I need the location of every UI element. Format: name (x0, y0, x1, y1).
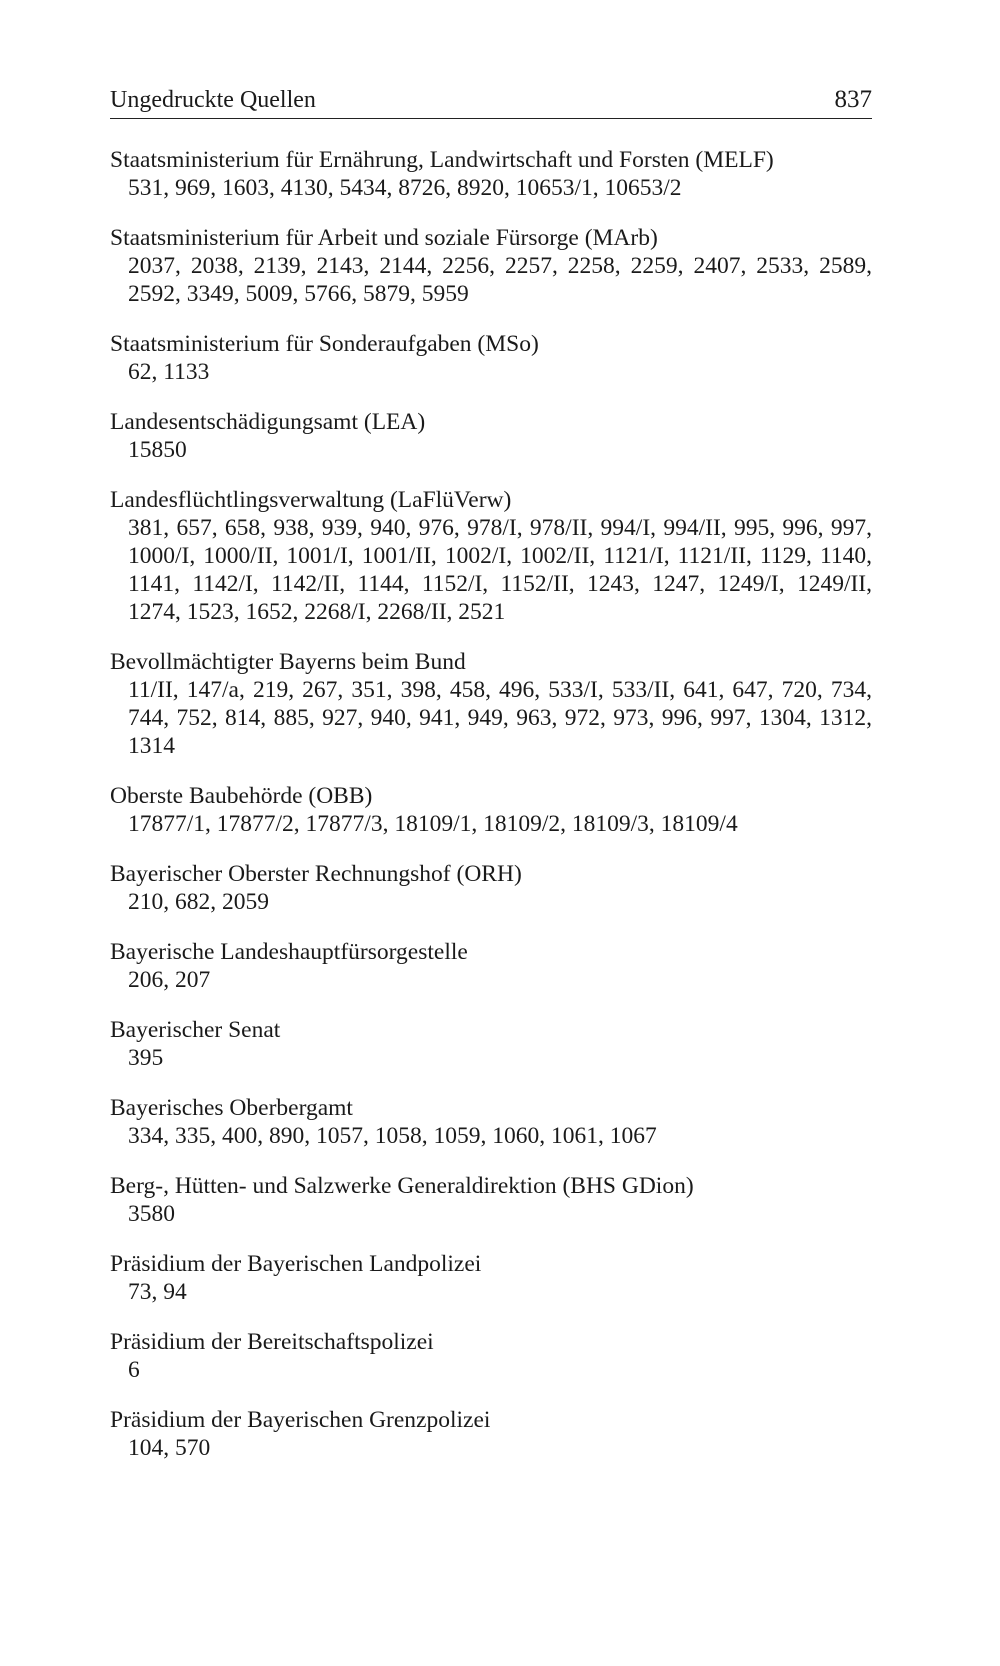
source-entry-title: Bayerischer Oberster Rechnungshof (ORH) (110, 861, 522, 887)
source-entry (110, 1016, 872, 1072)
source-entry-title: Landesentschädigungsamt (LEA) (110, 409, 426, 435)
source-entry-title: Präsidium der Bereitschaftspolizei (110, 1329, 434, 1355)
source-entry-numbers: 395 (128, 1045, 164, 1071)
source-entry-numbers: 334, 335, 400, 890, 1057, 1058, 1059, 1060, 1061, 1067 (128, 1123, 657, 1149)
source-entry (110, 224, 872, 308)
source-entry-title: Präsidium der Bayerischen Grenzpolizei (110, 1407, 491, 1433)
source-entry-numbers: 104, 570 (128, 1435, 211, 1461)
source-entry-numbers: 15850 (128, 437, 187, 463)
source-entry (110, 1250, 872, 1306)
source-entry-title: Staatsministerium für Arbeit und soziale Fürsorge (MArb) (110, 225, 658, 251)
source-entry-title: Bayerisches Oberbergamt (110, 1095, 353, 1121)
source-entry-numbers: 73, 94 (128, 1279, 187, 1305)
source-entry-title: Oberste Baubehörde (OBB) (110, 783, 373, 809)
source-entry-numbers: 381, 657, 658, 938, 939, 940, 976, 978/I, 978/II, 994/I, 994/II, 995, 996, 997, 1000/I, 1000/II, 1001/I, 1001/II, 1002/I, 1002/II, 1121/I, 1121/II, 1129, 1140, 1141, 1142/I, 1142/II, 1144, 1152/I, 1152/II, 1243, 1247, 1249/I, 1249/II, 1274, 1523, 1652, 2268/I, 2268/II, 2521 (128, 515, 872, 625)
document-page (110, 80, 872, 1484)
source-entry (110, 938, 872, 994)
source-entry-numbers: 11/II, 147/a, 219, 267, 351, 398, 458, 496, 533/I, 533/II, 641, 647, 720, 734, 744, 752, 814, 885, 927, 940, 941, 949, 963, 972, 973, 996, 997, 1304, 1312, 1314 (128, 677, 872, 759)
source-entry-title: Bayerischer Senat (110, 1017, 281, 1043)
source-entry-numbers: 3580 (128, 1201, 175, 1227)
source-entry-title: Staatsministerium für Sonderaufgaben (MSo) (110, 331, 539, 357)
source-entry (110, 648, 872, 760)
source-entry-numbers: 206, 207 (128, 967, 211, 993)
source-entry (110, 486, 872, 626)
running-header-title: Ungedruckte Quellen (110, 87, 316, 113)
source-list (110, 146, 872, 1462)
source-entry-numbers: 531, 969, 1603, 4130, 5434, 8726, 8920, 10653/1, 10653/2 (128, 175, 682, 201)
source-entry (110, 1406, 872, 1462)
source-entry (110, 860, 872, 916)
source-entry (110, 782, 872, 838)
source-entry-title: Präsidium der Bayerischen Landpolizei (110, 1251, 482, 1277)
page-number: 837 (834, 86, 872, 113)
source-entry (110, 330, 872, 386)
source-entry (110, 1094, 872, 1150)
source-entry (110, 1172, 872, 1228)
source-entry-title: Bevollmächtigter Bayerns beim Bund (110, 649, 466, 675)
source-entry-numbers: 17877/1, 17877/2, 17877/3, 18109/1, 18109/2, 18109/3, 18109/4 (128, 811, 738, 837)
source-entry (110, 408, 872, 464)
source-entry-numbers: 6 (128, 1357, 140, 1383)
source-entry-numbers: 210, 682, 2059 (128, 889, 269, 915)
source-entry-title: Berg-, Hütten- und Salzwerke Generaldirektion (BHS GDion) (110, 1173, 694, 1199)
source-entry-numbers: 2037, 2038, 2139, 2143, 2144, 2256, 2257, 2258, 2259, 2407, 2533, 2589, 2592, 3349, 5009, 5766, 5879, 5959 (128, 253, 872, 307)
source-entry-title: Bayerische Landeshauptfürsorgestelle (110, 939, 468, 965)
source-entry-title: Landesflüchtlingsverwaltung (LaFlüVerw) (110, 487, 512, 513)
source-entry (110, 1328, 872, 1384)
source-entry-numbers: 62, 1133 (128, 359, 210, 385)
running-header (110, 80, 872, 119)
source-entry-title: Staatsministerium für Ernährung, Landwirtschaft und Forsten (MELF) (110, 147, 774, 173)
source-entry (110, 146, 872, 202)
